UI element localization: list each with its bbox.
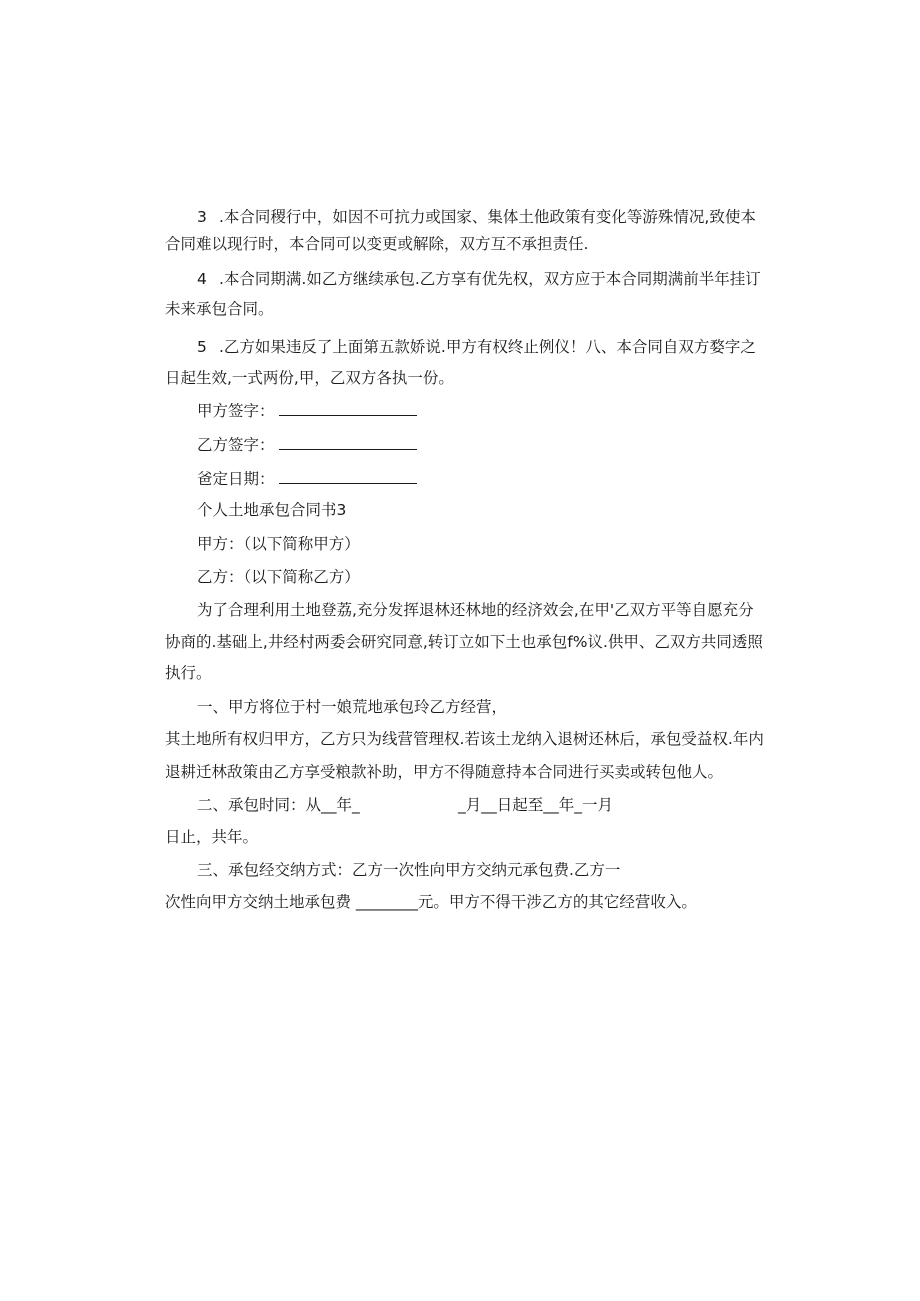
clause-text: .乙方如果违反了上面第五款娇说.甲方有权终止例仪！八、本合同自双方婺字之 — [219, 338, 756, 356]
section-title: 个人土地承包合同书3 — [197, 501, 347, 519]
clause-5-line2: 日起生效,一式两份,甲，乙双方各执一份。 — [165, 369, 454, 387]
clause-4-line2: 未来承包合同。 — [165, 300, 274, 318]
signature-label: 乙方签字： — [197, 436, 275, 454]
clause-number: 5 — [197, 338, 207, 356]
clause-text: .本合同稷行中，如因不可抗力或国家、集体土他政策有变化等游殊情况,致使本 — [219, 208, 756, 226]
article1-line3: 退耕迁林敌策由乙方享受粮款补助，甲方不得随意持本合同进行买卖或转包他人。 — [165, 763, 724, 781]
clause-number: 4 — [197, 270, 207, 288]
article3-line2: 次性向甲方交纳土地承包费 ________元。甲方不得干涉乙方的其它经营收入。 — [165, 893, 697, 911]
party-a: 甲方：（以下简称甲方） — [197, 535, 360, 553]
signature-date — [197, 469, 417, 489]
signature-party-b — [197, 435, 417, 455]
article2-line2: 日止，共年。 — [165, 828, 259, 846]
article1-line1: 一、甲方将位于村一娘荒地承包玲乙方经营， — [197, 698, 508, 716]
article3-line1: 三、承包经交纳方式：乙方一次性向甲方交纳元承包费.乙方一 — [197, 861, 621, 879]
clause-3-line1 — [197, 207, 756, 227]
clause-text: .本合同期满.如乙方继续承包.乙方享有优先权，双方应于本合同期满前半年挂订 — [219, 270, 761, 288]
signature-label: 甲方签字： — [197, 402, 275, 420]
signature-label: 爸定日期： — [197, 470, 275, 488]
signature-party-a — [197, 401, 417, 421]
signature-blank[interactable] — [279, 401, 417, 416]
article1-line2: 其土地所有权归甲方，乙方只为线营管理权.若该土龙纳入退树还林后，承包受益权.年内 — [165, 730, 764, 748]
clause-3-line2: 合同难以现行时，本合同可以变更或解除，双方互不承担责任. — [165, 235, 589, 253]
preamble-line3: 执行。 — [165, 664, 212, 682]
article2-part2: _月__日起至__年_一月 — [458, 796, 614, 814]
article2-part1: 二、承包时同：从__年_ — [197, 796, 360, 814]
preamble-line2: 协商的.基础上,井经村两委会研究同意,转订立如下土也承包f%议.供甲、乙双方共同透照 — [165, 633, 763, 651]
signature-blank[interactable] — [279, 435, 417, 450]
signature-blank[interactable] — [279, 469, 417, 484]
clause-5-line1 — [197, 337, 756, 357]
clause-4-line1 — [197, 269, 761, 289]
clause-number: 3 — [197, 208, 207, 226]
party-b: 乙方：（以下简称乙方） — [197, 568, 360, 586]
preamble-line1: 为了合理利用土地登荔,充分发挥退林还林地的经济效会,在甲'乙双方平等自愿充分 — [197, 601, 754, 619]
